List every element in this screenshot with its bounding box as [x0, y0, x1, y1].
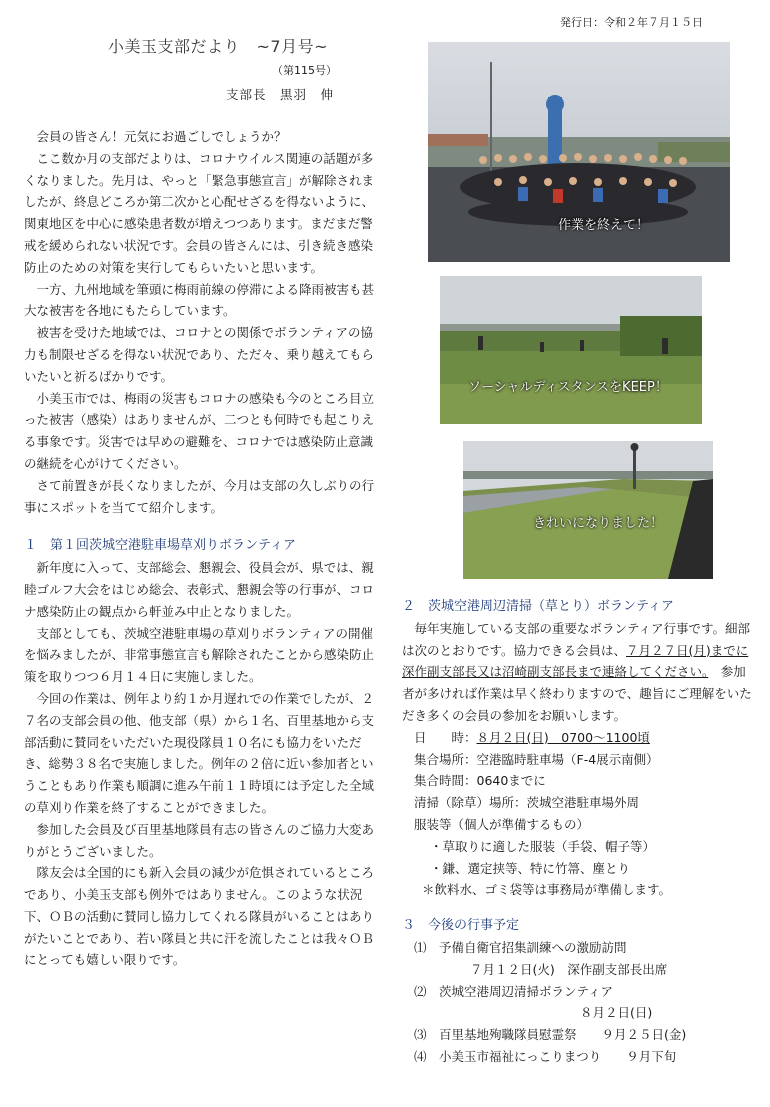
- detail-line: 清掃（除草）場所：茨城空港駐車場外周: [414, 795, 640, 811]
- item-line: ・鎌、選定挟等、特に竹箒、塵とり: [430, 860, 631, 876]
- intro-paragraph: 会員の皆さん！元気にお過ごしでしょうか？: [24, 129, 287, 144]
- section-1-paragraph: 新年度に入って、支部総会、懇親会、役員会が、県では、親睦ゴルフ大会をはじめ総会、表彰式、懇親会等の行事が、コロナ感染防止の観点から軒並み中止となりました。: [24, 560, 375, 619]
- field-work-photo: [440, 276, 702, 424]
- section-2-paragraph: [402, 618, 752, 727]
- newsletter-title: 小美玉支部だより ~7月号~: [108, 37, 328, 56]
- section-3-heading: ３ 今後の行事予定: [402, 918, 520, 934]
- intro-paragraph: さて前置きが長くなりましたが、今月は支部の久しぶりの行事にスポットを当てて紹介します。: [24, 477, 375, 515]
- detail-line: 服装等（個人が準備するもの）: [414, 816, 590, 832]
- section-2-text: 毎年実施している支部の重要なボランティア行事です。細部は次のとおりです。協力できる会員は、: [402, 620, 751, 658]
- photo-caption: ソーシャルディスタンスをKEEP！: [468, 380, 668, 395]
- section-1-paragraph: 隊友会は全国的にも新入会員の減少が危惧されているところであり、小美玉支部も例外ではありません。このような状況下、ＯＢの活動に賛同し協力してくれる隊員がいることはありがたいことであり、若い隊員と共に汗を流したことは我々ＯＢにとっても嬉しい限りです。: [24, 865, 375, 968]
- right-column: [402, 596, 752, 1068]
- event-date-line: [402, 727, 752, 749]
- cleaned-area-photo: [463, 441, 713, 579]
- schedule-item: ⑶ 百里基地殉職隊員慰霊祭 ９月２５日(金): [414, 1027, 687, 1043]
- schedule-item: ⑵ 茨城空港周辺清掃ボランティア: [414, 983, 614, 999]
- issue-number: （第115号）: [272, 64, 337, 77]
- section-1-paragraph: 支部としても、茨城空港駐車場の草刈りボランティアの開催を悩みましたが、非常事態宣言も解除されたことから感染防止策を取りつつ６月１４日に実施しました。: [24, 625, 375, 685]
- schedule-detail: ７月１２日(火) 深作副支部長出席: [470, 961, 668, 977]
- intro-paragraph: 一方、九州地域を筆頭に梅雨前線の停滞による降雨被害も甚大な被害を各地にもたらしています。: [24, 281, 375, 319]
- date-value: ８月２日(日) 0700～1100頃: [476, 729, 650, 745]
- detail-line: 集合時間：0640までに: [414, 773, 546, 789]
- schedule-item: ⑴ 予備自衛官招集訓練への激励訪問: [414, 939, 627, 955]
- schedule-detail: ８月２日(日): [580, 1005, 653, 1021]
- publication-date: 発行日：令和２年７月１５日: [560, 16, 703, 29]
- left-column: [24, 126, 376, 971]
- note-line: ＊飲料水、ゴミ袋等は事務局が準備します。: [422, 882, 672, 898]
- intro-paragraph: 被害を受けた地域では、コロナとの関係でボランティアの協力も制限せざるを得ない状況であり、ただ々、乗り越えてもらいたいと祈るばかりです。: [24, 325, 375, 384]
- section-2-text: 参加者が多ければ作業は早く終わりますので、趣旨にご理解をいただき多くの会員の参加をお願いします。: [402, 664, 752, 723]
- author-line: 支部長 黒羽 伸: [226, 87, 335, 102]
- section-1-paragraph: 今回の作業は、例年より約１か月遅れでの作業でしたが、２７名の支部会員の他、他支部（県）から１名、百里基地から支部活動に賛同をいただいた現役隊員１０名にも協力をいただき、総勢３８名で実施しました。例年の２倍に近い参加者ということもあり作業も順調に進み午前１１時頃には予定した全域の草刈り作業を終了することができました。: [24, 690, 375, 815]
- schedule-item: ⑷ 小美玉市福祉にっこりまつり ９月下旬: [414, 1048, 677, 1064]
- intro-paragraph: ここ数か月の支部だよりは、コロナウイルス関連の話題が多くなりました。先月は、やっと「緊急事態宣言」が解除されましたが、終息どころか第二次かと心配せざるを得ないように、関東地区を中心に感染患者数が増えつつあります。まだまだ警戒を緩められない状況です。会員の皆さんには、引き続き感染防止のための対策を実行してもらいたいと思います。: [24, 150, 375, 275]
- group-photo: [428, 42, 730, 262]
- contact-deadline: ７月２７日(月)までに深作副支部長又は沼崎副支部長まで連絡してください。: [402, 642, 749, 680]
- item-line: ・草取りに適した服装（手袋、帽子等）: [430, 838, 656, 854]
- section-1-heading: １ 第１回茨城空港駐車場草刈りボランティア: [24, 538, 296, 554]
- section-1-paragraph: 参加した会員及び百里基地隊員有志の皆さんのご協力大変ありがとうございました。: [24, 821, 375, 859]
- intro-paragraph: 小美玉市では、梅雨の災害もコロナの感染も今のところ目立った被害（感染）はありませんが、二つとも何時でも起こりえる事象です。災害では早めの避難を、コロナでは感染防止意識の継続を心がけてください。: [24, 390, 375, 471]
- detail-line: 集合場所：空港臨時駐車場（F-4展示南側）: [414, 751, 659, 767]
- photo-caption: きれいになりました！: [533, 516, 664, 531]
- section-2-heading: ２ 茨城空港周辺清掃（草とり）ボランティア: [402, 599, 674, 614]
- date-label: 日 時：: [414, 729, 477, 745]
- photo-caption: 作業を終えて！: [558, 218, 650, 233]
